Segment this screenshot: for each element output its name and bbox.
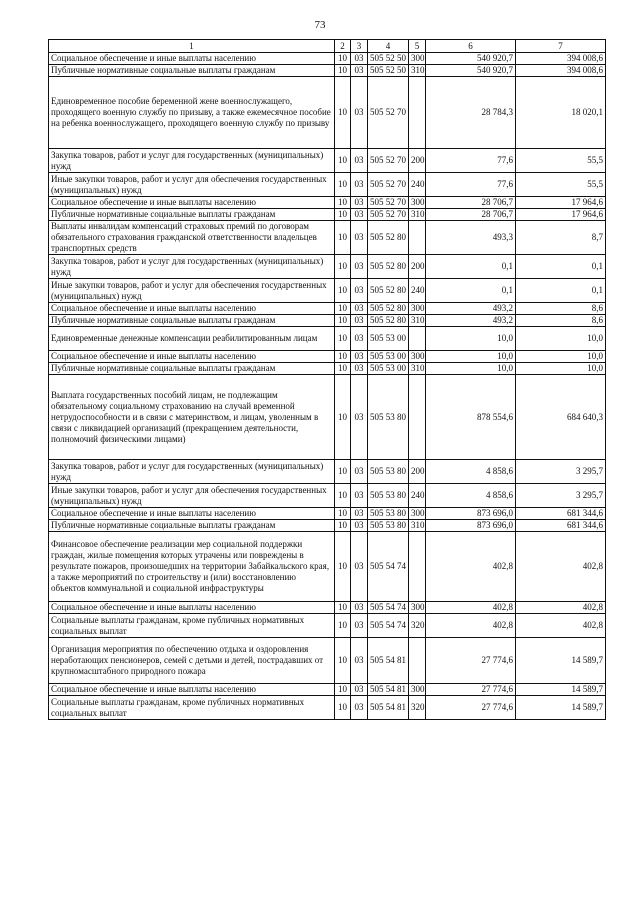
section-code: 10 bbox=[335, 602, 351, 614]
subsection-code: 03 bbox=[351, 221, 368, 255]
section-code: 10 bbox=[335, 255, 351, 279]
row-description: Социальное обеспечение и иные выплаты населению bbox=[49, 508, 335, 520]
expense-type-code: 240 bbox=[409, 279, 426, 303]
amount-planned: 878 554,6 bbox=[426, 375, 516, 460]
amount-executed: 10,0 bbox=[516, 351, 606, 363]
target-article-code: 505 52 80 bbox=[368, 221, 409, 255]
expense-type-code: 300 bbox=[409, 351, 426, 363]
section-code: 10 bbox=[335, 375, 351, 460]
expense-type-code: 300 bbox=[409, 602, 426, 614]
table-row bbox=[49, 363, 606, 375]
table-row bbox=[49, 327, 606, 351]
subsection-code: 03 bbox=[351, 363, 368, 375]
amount-planned: 4 858,6 bbox=[426, 460, 516, 484]
expense-type-code bbox=[409, 221, 426, 255]
row-description: Иные закупки товаров, работ и услуг для обеспечения государственных (муниципальных) нужд bbox=[49, 484, 335, 508]
target-article-code: 505 52 80 bbox=[368, 279, 409, 303]
section-code: 10 bbox=[335, 508, 351, 520]
target-article-code: 505 54 81 bbox=[368, 696, 409, 720]
target-article-code: 505 53 80 bbox=[368, 520, 409, 532]
table-row bbox=[49, 255, 606, 279]
subsection-code: 03 bbox=[351, 77, 368, 149]
table-row bbox=[49, 696, 606, 720]
expense-type-code: 200 bbox=[409, 460, 426, 484]
amount-executed: 394 008,6 bbox=[516, 65, 606, 77]
target-article-code: 505 53 00 bbox=[368, 327, 409, 351]
header-cell: 3 bbox=[351, 40, 368, 53]
row-description: Закупка товаров, работ и услуг для государственных (муниципальных) нужд bbox=[49, 255, 335, 279]
row-description: Выплата государственных пособий лицам, не подлежащим обязательному социальному страхованию на случай временной нетрудоспособности и в связи с материнством, и лицам, уволенным в связи с ликвидацией организаций (прекращением деятельности, полномочий физическими лицами) bbox=[49, 375, 335, 460]
subsection-code: 03 bbox=[351, 197, 368, 209]
row-description: Иные закупки товаров, работ и услуг для обеспечения государственных (муниципальных) нужд bbox=[49, 173, 335, 197]
header-cell: 1 bbox=[49, 40, 335, 53]
row-description: Социальное обеспечение и иные выплаты населению bbox=[49, 351, 335, 363]
amount-executed: 3 295,7 bbox=[516, 460, 606, 484]
expense-type-code bbox=[409, 638, 426, 684]
section-code: 10 bbox=[335, 173, 351, 197]
target-article-code: 505 54 74 bbox=[368, 532, 409, 602]
target-article-code: 505 52 70 bbox=[368, 197, 409, 209]
subsection-code: 03 bbox=[351, 532, 368, 602]
subsection-code: 03 bbox=[351, 303, 368, 315]
target-article-code: 505 54 81 bbox=[368, 638, 409, 684]
section-code: 10 bbox=[335, 221, 351, 255]
table-row bbox=[49, 77, 606, 149]
amount-executed: 14 589,7 bbox=[516, 696, 606, 720]
subsection-code: 03 bbox=[351, 351, 368, 363]
amount-planned: 10,0 bbox=[426, 351, 516, 363]
expense-type-code: 310 bbox=[409, 520, 426, 532]
row-description: Финансовое обеспечение реализации мер социальной поддержки граждан, жилые помещения которых утрачены или повреждены в результате пожаров, произошедших на территории Забайкальского края, а также мероприятий по строительству и (или) восстановлению объектов коммунальной и социальной инфраструктуры bbox=[49, 532, 335, 602]
table-row bbox=[49, 484, 606, 508]
amount-executed: 402,8 bbox=[516, 614, 606, 638]
target-article-code: 505 52 70 bbox=[368, 209, 409, 221]
table-row bbox=[49, 149, 606, 173]
section-code: 10 bbox=[335, 315, 351, 327]
expense-type-code bbox=[409, 375, 426, 460]
amount-executed: 18 020,1 bbox=[516, 77, 606, 149]
target-article-code: 505 53 80 bbox=[368, 375, 409, 460]
expense-type-code: 320 bbox=[409, 696, 426, 720]
amount-planned: 27 774,6 bbox=[426, 696, 516, 720]
subsection-code: 03 bbox=[351, 315, 368, 327]
table-row bbox=[49, 303, 606, 315]
table-row bbox=[49, 173, 606, 197]
row-description: Социальное обеспечение и иные выплаты населению bbox=[49, 197, 335, 209]
subsection-code: 03 bbox=[351, 484, 368, 508]
section-code: 10 bbox=[335, 53, 351, 65]
target-article-code: 505 54 81 bbox=[368, 684, 409, 696]
amount-planned: 402,8 bbox=[426, 532, 516, 602]
section-code: 10 bbox=[335, 520, 351, 532]
table-row bbox=[49, 638, 606, 684]
target-article-code: 505 52 80 bbox=[368, 255, 409, 279]
row-description: Социальное обеспечение и иные выплаты населению bbox=[49, 53, 335, 65]
expense-type-code: 240 bbox=[409, 484, 426, 508]
table-row bbox=[49, 65, 606, 77]
row-description: Закупка товаров, работ и услуг для государственных (муниципальных) нужд bbox=[49, 149, 335, 173]
row-description: Иные закупки товаров, работ и услуг для обеспечения государственных (муниципальных) нужд bbox=[49, 279, 335, 303]
row-description: Социальные выплаты гражданам, кроме публичных нормативных социальных выплат bbox=[49, 614, 335, 638]
amount-planned: 402,8 bbox=[426, 602, 516, 614]
expense-type-code: 300 bbox=[409, 508, 426, 520]
amount-executed: 10,0 bbox=[516, 327, 606, 351]
section-code: 10 bbox=[335, 327, 351, 351]
expense-type-code: 200 bbox=[409, 255, 426, 279]
expense-type-code: 240 bbox=[409, 173, 426, 197]
section-code: 10 bbox=[335, 638, 351, 684]
table-row bbox=[49, 508, 606, 520]
expense-type-code: 300 bbox=[409, 197, 426, 209]
expense-type-code: 300 bbox=[409, 303, 426, 315]
target-article-code: 505 53 80 bbox=[368, 460, 409, 484]
section-code: 10 bbox=[335, 149, 351, 173]
row-description: Публичные нормативные социальные выплаты гражданам bbox=[49, 65, 335, 77]
expense-type-code bbox=[409, 532, 426, 602]
target-article-code: 505 52 50 bbox=[368, 53, 409, 65]
section-code: 10 bbox=[335, 532, 351, 602]
amount-planned: 27 774,6 bbox=[426, 638, 516, 684]
row-description: Социальное обеспечение и иные выплаты населению bbox=[49, 602, 335, 614]
amount-planned: 540 920,7 bbox=[426, 53, 516, 65]
target-article-code: 505 53 00 bbox=[368, 351, 409, 363]
row-description: Организация мероприятия по обеспечению отдыха и оздоровления неработающих пенсионеров, семей с детьми и детей, пострадавших от крупномасштабного природного пожара bbox=[49, 638, 335, 684]
row-description: Закупка товаров, работ и услуг для государственных (муниципальных) нужд bbox=[49, 460, 335, 484]
subsection-code: 03 bbox=[351, 279, 368, 303]
amount-planned: 0,1 bbox=[426, 255, 516, 279]
target-article-code: 505 54 74 bbox=[368, 602, 409, 614]
subsection-code: 03 bbox=[351, 173, 368, 197]
section-code: 10 bbox=[335, 209, 351, 221]
section-code: 10 bbox=[335, 351, 351, 363]
header-cell: 4 bbox=[368, 40, 409, 53]
target-article-code: 505 52 80 bbox=[368, 303, 409, 315]
expense-type-code: 310 bbox=[409, 65, 426, 77]
amount-planned: 493,2 bbox=[426, 303, 516, 315]
section-code: 10 bbox=[335, 614, 351, 638]
row-description: Социальное обеспечение и иные выплаты населению bbox=[49, 303, 335, 315]
row-description: Социальные выплаты гражданам, кроме публичных нормативных социальных выплат bbox=[49, 696, 335, 720]
amount-planned: 873 696,0 bbox=[426, 508, 516, 520]
expense-type-code: 300 bbox=[409, 53, 426, 65]
subsection-code: 03 bbox=[351, 53, 368, 65]
row-description: Единовременные денежные компенсации реабилитированным лицам bbox=[49, 327, 335, 351]
table-row bbox=[49, 351, 606, 363]
table-row bbox=[49, 602, 606, 614]
target-article-code: 505 52 80 bbox=[368, 315, 409, 327]
amount-executed: 0,1 bbox=[516, 255, 606, 279]
amount-executed: 402,8 bbox=[516, 602, 606, 614]
amount-planned: 493,3 bbox=[426, 221, 516, 255]
expense-type-code: 200 bbox=[409, 149, 426, 173]
amount-executed: 17 964,6 bbox=[516, 209, 606, 221]
row-description: Выплаты инвалидам компенсаций страховых премий по договорам обязательного страхования гражданской ответственности владельцев транспортных средств bbox=[49, 221, 335, 255]
subsection-code: 03 bbox=[351, 638, 368, 684]
amount-executed: 14 589,7 bbox=[516, 638, 606, 684]
amount-planned: 493,2 bbox=[426, 315, 516, 327]
target-article-code: 505 53 80 bbox=[368, 508, 409, 520]
row-description: Публичные нормативные социальные выплаты гражданам bbox=[49, 315, 335, 327]
amount-executed: 55,5 bbox=[516, 149, 606, 173]
row-description: Публичные нормативные социальные выплаты гражданам bbox=[49, 520, 335, 532]
expense-type-code: 310 bbox=[409, 315, 426, 327]
subsection-code: 03 bbox=[351, 602, 368, 614]
amount-executed: 394 008,6 bbox=[516, 53, 606, 65]
subsection-code: 03 bbox=[351, 65, 368, 77]
amount-planned: 402,8 bbox=[426, 614, 516, 638]
amount-planned: 77,6 bbox=[426, 149, 516, 173]
subsection-code: 03 bbox=[351, 255, 368, 279]
target-article-code: 505 53 80 bbox=[368, 484, 409, 508]
section-code: 10 bbox=[335, 65, 351, 77]
table-row bbox=[49, 460, 606, 484]
amount-planned: 27 774,6 bbox=[426, 684, 516, 696]
section-code: 10 bbox=[335, 363, 351, 375]
target-article-code: 505 53 00 bbox=[368, 363, 409, 375]
budget-table bbox=[48, 39, 606, 720]
subsection-code: 03 bbox=[351, 209, 368, 221]
amount-executed: 10,0 bbox=[516, 363, 606, 375]
amount-planned: 873 696,0 bbox=[426, 520, 516, 532]
amount-executed: 681 344,6 bbox=[516, 520, 606, 532]
amount-executed: 681 344,6 bbox=[516, 508, 606, 520]
subsection-code: 03 bbox=[351, 520, 368, 532]
target-article-code: 505 52 50 bbox=[368, 65, 409, 77]
table-row bbox=[49, 520, 606, 532]
expense-type-code: 310 bbox=[409, 209, 426, 221]
amount-planned: 10,0 bbox=[426, 327, 516, 351]
header-cell: 2 bbox=[335, 40, 351, 53]
expense-type-code: 310 bbox=[409, 363, 426, 375]
expense-type-code bbox=[409, 77, 426, 149]
target-article-code: 505 52 70 bbox=[368, 173, 409, 197]
subsection-code: 03 bbox=[351, 684, 368, 696]
table-row bbox=[49, 279, 606, 303]
subsection-code: 03 bbox=[351, 149, 368, 173]
table-row bbox=[49, 532, 606, 602]
table-row bbox=[49, 197, 606, 209]
amount-planned: 10,0 bbox=[426, 363, 516, 375]
section-code: 10 bbox=[335, 279, 351, 303]
table-row bbox=[49, 614, 606, 638]
row-description: Социальное обеспечение и иные выплаты населению bbox=[49, 684, 335, 696]
subsection-code: 03 bbox=[351, 614, 368, 638]
target-article-code: 505 52 70 bbox=[368, 149, 409, 173]
table-row bbox=[49, 315, 606, 327]
section-code: 10 bbox=[335, 684, 351, 696]
row-description: Публичные нормативные социальные выплаты гражданам bbox=[49, 363, 335, 375]
amount-executed: 684 640,3 bbox=[516, 375, 606, 460]
section-code: 10 bbox=[335, 484, 351, 508]
section-code: 10 bbox=[335, 303, 351, 315]
section-code: 10 bbox=[335, 77, 351, 149]
expense-type-code: 300 bbox=[409, 684, 426, 696]
amount-executed: 402,8 bbox=[516, 532, 606, 602]
page-number: 73 bbox=[314, 19, 326, 31]
header-cell: 6 bbox=[426, 40, 516, 53]
section-code: 10 bbox=[335, 696, 351, 720]
amount-executed: 0,1 bbox=[516, 279, 606, 303]
row-description: Публичные нормативные социальные выплаты гражданам bbox=[49, 209, 335, 221]
amount-executed: 55,5 bbox=[516, 173, 606, 197]
subsection-code: 03 bbox=[351, 460, 368, 484]
table-row bbox=[49, 684, 606, 696]
table-header-row bbox=[49, 40, 606, 53]
amount-planned: 28 706,7 bbox=[426, 209, 516, 221]
header-cell: 5 bbox=[409, 40, 426, 53]
table-row bbox=[49, 53, 606, 65]
amount-planned: 0,1 bbox=[426, 279, 516, 303]
row-description: Единовременное пособие беременной жене военнослужащего, проходящего военную службу по призыву, а также ежемесячное пособие на ребенка военнослужащего, проходящего военную службу по призыву bbox=[49, 77, 335, 149]
expense-type-code: 320 bbox=[409, 614, 426, 638]
amount-executed: 14 589,7 bbox=[516, 684, 606, 696]
subsection-code: 03 bbox=[351, 696, 368, 720]
amount-planned: 77,6 bbox=[426, 173, 516, 197]
amount-planned: 4 858,6 bbox=[426, 484, 516, 508]
amount-executed: 3 295,7 bbox=[516, 484, 606, 508]
amount-executed: 8,6 bbox=[516, 315, 606, 327]
target-article-code: 505 52 70 bbox=[368, 77, 409, 149]
amount-planned: 28 706,7 bbox=[426, 197, 516, 209]
table-row bbox=[49, 221, 606, 255]
subsection-code: 03 bbox=[351, 375, 368, 460]
subsection-code: 03 bbox=[351, 327, 368, 351]
subsection-code: 03 bbox=[351, 508, 368, 520]
section-code: 10 bbox=[335, 460, 351, 484]
amount-planned: 540 920,7 bbox=[426, 65, 516, 77]
amount-executed: 17 964,6 bbox=[516, 197, 606, 209]
section-code: 10 bbox=[335, 197, 351, 209]
table-row bbox=[49, 209, 606, 221]
amount-executed: 8,6 bbox=[516, 303, 606, 315]
target-article-code: 505 54 74 bbox=[368, 614, 409, 638]
header-cell: 7 bbox=[516, 40, 606, 53]
amount-planned: 28 784,3 bbox=[426, 77, 516, 149]
expense-type-code bbox=[409, 327, 426, 351]
amount-executed: 8,7 bbox=[516, 221, 606, 255]
table-row bbox=[49, 375, 606, 460]
